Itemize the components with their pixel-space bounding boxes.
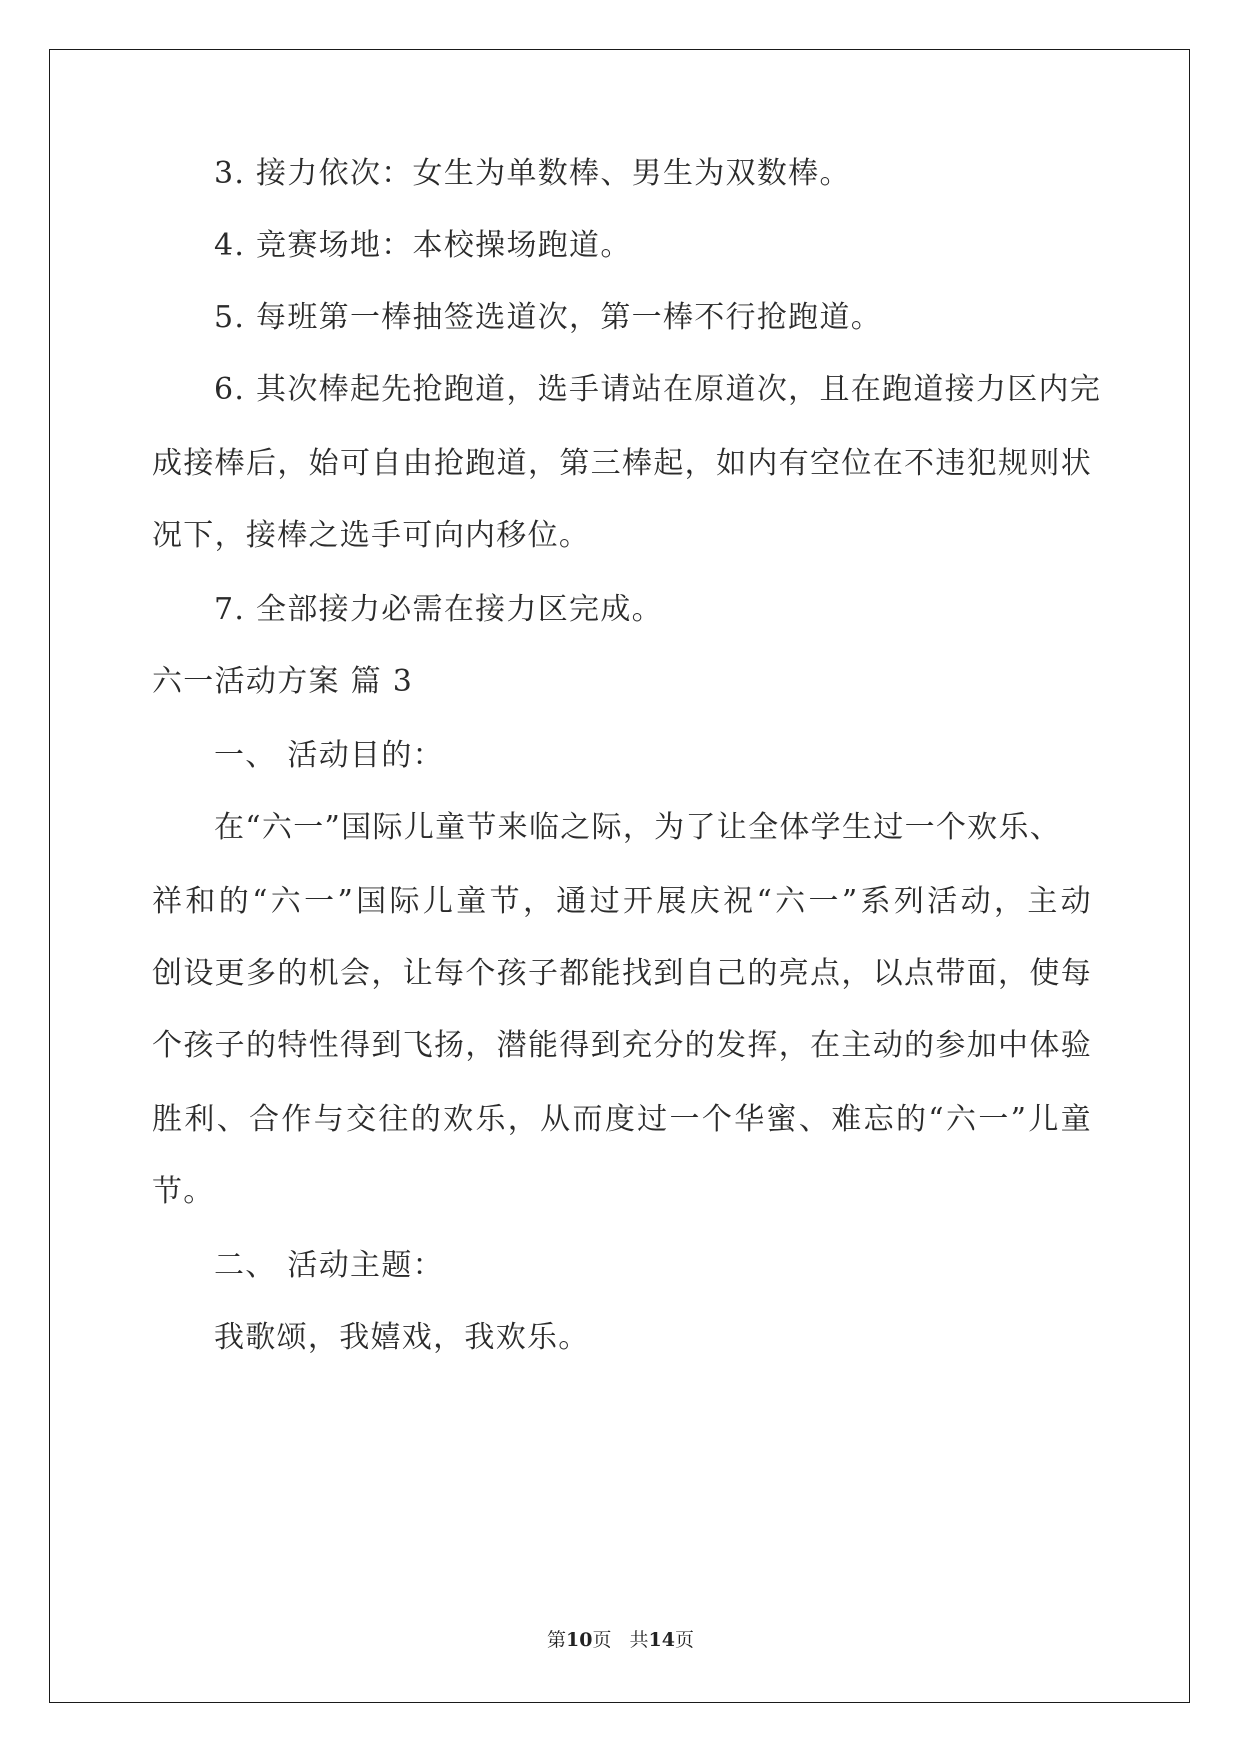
paragraph-line: 祥和的“六一”国际儿童节，通过开展庆祝“六一”系列活动，主动: [152, 884, 1092, 919]
paragraph-line: 在“六一”国际儿童节来临之际，为了让全体学生过一个欢乐、: [214, 810, 1062, 845]
footer-page-label: 页: [592, 1629, 612, 1651]
paragraph-line: 4. 竞赛场地：本校操场跑道。: [214, 228, 632, 263]
footer-total-label: 页: [674, 1629, 694, 1651]
section-heading: 六一活动方案 篇 3: [152, 664, 414, 699]
paragraph-line: 个孩子的特性得到飞扬，潜能得到充分的发挥，在主动的参加中体验: [152, 1028, 1092, 1063]
paragraph-line: 7. 全部接力必需在接力区完成。: [214, 592, 663, 627]
footer-current-page: 10: [566, 1629, 593, 1651]
paragraph-line: 5. 每班第一棒抽签选道次，第一棒不行抢跑道。: [214, 300, 883, 335]
footer-page-prefix: 第: [547, 1629, 567, 1651]
paragraph-line: 胜利、合作与交往的欢乐，从而度过一个华蜜、难忘的“六一”儿童: [152, 1102, 1092, 1137]
page-footer: [0, 1628, 1241, 1652]
paragraph-line: 节。: [152, 1174, 215, 1209]
paragraph-line: 我歌颂，我嬉戏，我欢乐。: [214, 1320, 590, 1355]
paragraph-line: 3. 接力依次：女生为单数棒、男生为双数棒。: [214, 156, 851, 191]
paragraph-line: 创设更多的机会，让每个孩子都能找到自己的亮点，以点带面，使每: [152, 956, 1092, 991]
subheading: 一、 活动目的：: [214, 738, 444, 773]
footer-total-prefix: 共: [629, 1629, 649, 1651]
paragraph-line: 成接棒后，始可自由抢跑道，第三棒起，如内有空位在不违犯规则状: [152, 446, 1092, 481]
footer-total-pages: 14: [648, 1629, 675, 1651]
paragraph-line: 况下，接棒之选手可向内移位。: [152, 518, 591, 553]
paragraph-line: 6. 其次棒起先抢跑道，选手请站在原道次，且在跑道接力区内完: [214, 372, 1102, 407]
subheading: 二、 活动主题：: [214, 1248, 444, 1283]
